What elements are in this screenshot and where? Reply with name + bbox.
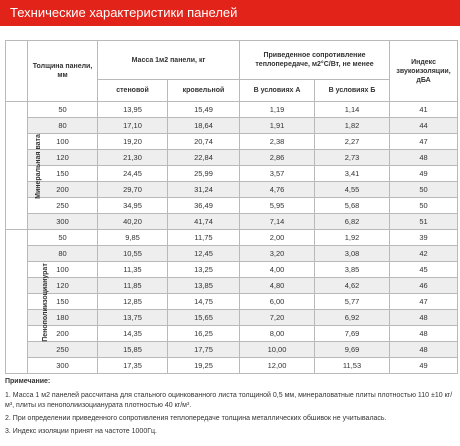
- mass-roof-cell: 31,24: [168, 182, 240, 198]
- sound-index-cell: 48: [390, 342, 458, 358]
- mass-roof-cell: 12,45: [168, 246, 240, 262]
- condition-b-cell: 6,92: [315, 310, 390, 326]
- sound-index-cell: 47: [390, 294, 458, 310]
- material-name: Пенополиизоцианурат: [41, 262, 49, 342]
- sound-index-cell: 45: [390, 262, 458, 278]
- mass-header: Масса 1м2 панели, кг: [98, 41, 240, 80]
- mass-roof-cell: 13,25: [168, 262, 240, 278]
- sound-index-cell: 50: [390, 182, 458, 198]
- table-row: [6, 150, 458, 166]
- mass-roof-cell: 16,25: [168, 326, 240, 342]
- table-row: [6, 278, 458, 294]
- mass-wall-cell: 34,95: [98, 198, 168, 214]
- table-row: [6, 358, 458, 374]
- sound-index-cell: 41: [390, 102, 458, 118]
- thickness-cell: 80: [28, 118, 98, 134]
- mass-roof-cell: 13,85: [168, 278, 240, 294]
- notes-section: [5, 377, 457, 440]
- sound-index-cell: 48: [390, 326, 458, 342]
- thickness-cell: 200: [28, 182, 98, 198]
- condition-b-cell: 1,82: [315, 118, 390, 134]
- thickness-cell: 80: [28, 246, 98, 262]
- thickness-cell: 100: [28, 134, 98, 150]
- table-row: [6, 134, 458, 150]
- condition-b-cell: 5,77: [315, 294, 390, 310]
- thickness-cell: 120: [28, 150, 98, 166]
- material-group-label: [6, 102, 42, 230]
- mass-wall-cell: 19,20: [98, 134, 168, 150]
- mass-wall-cell: 17,10: [98, 118, 168, 134]
- page-title: Технические характеристики панелей: [0, 0, 460, 26]
- condition-a-cell: 2,86: [240, 150, 315, 166]
- condition-b-cell: 1,14: [315, 102, 390, 118]
- specs-table: [5, 40, 458, 374]
- mass-wall-cell: 12,85: [98, 294, 168, 310]
- condition-a-cell: 1,19: [240, 102, 315, 118]
- table-row: [6, 182, 458, 198]
- thickness-cell: 250: [28, 342, 98, 358]
- mass-wall-cell: 14,35: [98, 326, 168, 342]
- mass-roof-cell: 14,75: [168, 294, 240, 310]
- condition-b-cell: 4,62: [315, 278, 390, 294]
- condition-a-cell: 12,00: [240, 358, 315, 374]
- condition-a-cell: 8,00: [240, 326, 315, 342]
- thickness-cell: 100: [28, 262, 98, 278]
- table-body: [6, 102, 458, 374]
- thickness-cell: 200: [28, 326, 98, 342]
- condition-b-cell: 1,92: [315, 230, 390, 246]
- mass-roof-cell: 17,75: [168, 342, 240, 358]
- material-name: Минеральная вата: [34, 133, 42, 199]
- mass-wall-cell: 24,45: [98, 166, 168, 182]
- table-row: [6, 118, 458, 134]
- condition-b-cell: 2,73: [315, 150, 390, 166]
- thickness-cell: 300: [28, 214, 98, 230]
- condition-b-cell: 5,68: [315, 198, 390, 214]
- table-row: [6, 342, 458, 358]
- thickness-cell: 50: [28, 230, 98, 246]
- condition-a-cell: 4,76: [240, 182, 315, 198]
- condition-a-cell: 3,57: [240, 166, 315, 182]
- mass-wall-cell: 10,55: [98, 246, 168, 262]
- condition-b-cell: 2,27: [315, 134, 390, 150]
- sound-index-cell: 51: [390, 214, 458, 230]
- sound-index-cell: 48: [390, 310, 458, 326]
- condition-a-cell: 7,20: [240, 310, 315, 326]
- condition-a-header: В условиях А: [240, 80, 315, 102]
- table-row: [6, 166, 458, 182]
- mass-wall-cell: 17,35: [98, 358, 168, 374]
- material-group-label: [6, 230, 49, 374]
- mass-wall-cell: 40,20: [98, 214, 168, 230]
- condition-b-cell: 3,41: [315, 166, 390, 182]
- resistance-header: Приведенное сопротивление теплопередаче, м2°С/Вт, не менее: [240, 41, 390, 80]
- sound-index-cell: 50: [390, 198, 458, 214]
- mass-wall-cell: 9,85: [98, 230, 168, 246]
- condition-a-cell: 7,14: [240, 214, 315, 230]
- condition-a-cell: 10,00: [240, 342, 315, 358]
- mass-wall-cell: 11,85: [98, 278, 168, 294]
- condition-b-cell: 3,08: [315, 246, 390, 262]
- sound-index-cell: 49: [390, 358, 458, 374]
- condition-a-cell: 5,95: [240, 198, 315, 214]
- condition-b-header: В условиях Б: [315, 80, 390, 102]
- mass-wall-cell: 15,85: [98, 342, 168, 358]
- condition-b-cell: 3,85: [315, 262, 390, 278]
- mass-roof-cell: 20,74: [168, 134, 240, 150]
- sound-index-cell: 48: [390, 150, 458, 166]
- sound-header: Индекс звукоизоляции, дБА: [390, 41, 458, 102]
- condition-a-cell: 3,20: [240, 246, 315, 262]
- mass-roof-cell: 18,64: [168, 118, 240, 134]
- mass-wall-cell: 11,35: [98, 262, 168, 278]
- table-row: [6, 230, 458, 246]
- mass-roof-cell: 41,74: [168, 214, 240, 230]
- table-row: [6, 246, 458, 262]
- table-row: [6, 102, 458, 118]
- mass-wall-cell: 13,95: [98, 102, 168, 118]
- mass-roof-cell: 19,25: [168, 358, 240, 374]
- table-row: [6, 310, 458, 326]
- thickness-cell: 180: [28, 310, 98, 326]
- condition-a-cell: 2,38: [240, 134, 315, 150]
- table-row: [6, 214, 458, 230]
- condition-a-cell: 2,00: [240, 230, 315, 246]
- sound-index-cell: 44: [390, 118, 458, 134]
- table-row: [6, 326, 458, 342]
- sound-index-cell: 39: [390, 230, 458, 246]
- notes-heading: Примечание:: [5, 378, 51, 385]
- thickness-header: Толщина панели, мм: [28, 41, 98, 102]
- sound-index-cell: 47: [390, 134, 458, 150]
- thickness-cell: 250: [28, 198, 98, 214]
- thickness-cell: 50: [28, 102, 98, 118]
- thickness-cell: 300: [28, 358, 98, 374]
- mass-roof-cell: 11,75: [168, 230, 240, 246]
- condition-b-cell: 6,82: [315, 214, 390, 230]
- mass-roof-cell: 15,49: [168, 102, 240, 118]
- thickness-cell: 150: [28, 294, 98, 310]
- condition-a-cell: 1,91: [240, 118, 315, 134]
- mass-wall-cell: 13,75: [98, 310, 168, 326]
- condition-b-cell: 11,53: [315, 358, 390, 374]
- condition-b-cell: 7,69: [315, 326, 390, 342]
- sound-index-cell: 42: [390, 246, 458, 262]
- thickness-cell: 120: [28, 278, 98, 294]
- sound-index-cell: 49: [390, 166, 458, 182]
- note-item: 2. При определении приведенного сопротивления теплопередаче толщина металлических обшивок не учитывалась.: [5, 415, 387, 422]
- note-item: 1. Масса 1 м2 панелей рассчитана для стального оцинкованного листа толщиной 0,5 мм, минераловатные плиты плотностью 110 ±10 кг/м³, плиты из пенополиизоцианурата плотностью 40 кг/м³.: [5, 392, 453, 409]
- condition-a-cell: 4,80: [240, 278, 315, 294]
- mass-wall-cell: 29,70: [98, 182, 168, 198]
- table-row: [6, 262, 458, 278]
- note-item: 3. Индекс изоляции принят на частоте 1000Гц.: [5, 428, 157, 435]
- mass-roof-cell: 22,84: [168, 150, 240, 166]
- condition-a-cell: 6,00: [240, 294, 315, 310]
- mass-roof-header: кровельной: [168, 80, 240, 102]
- table-row: [6, 198, 458, 214]
- material-header-cell: [6, 41, 28, 102]
- mass-roof-cell: 36,49: [168, 198, 240, 214]
- mass-wall-cell: 21,30: [98, 150, 168, 166]
- condition-b-cell: 9,69: [315, 342, 390, 358]
- sound-index-cell: 46: [390, 278, 458, 294]
- mass-roof-cell: 15,65: [168, 310, 240, 326]
- mass-wall-header: стеновой: [98, 80, 168, 102]
- table-row: [6, 294, 458, 310]
- condition-b-cell: 4,55: [315, 182, 390, 198]
- thickness-cell: 150: [28, 166, 98, 182]
- mass-roof-cell: 25,99: [168, 166, 240, 182]
- condition-a-cell: 4,00: [240, 262, 315, 278]
